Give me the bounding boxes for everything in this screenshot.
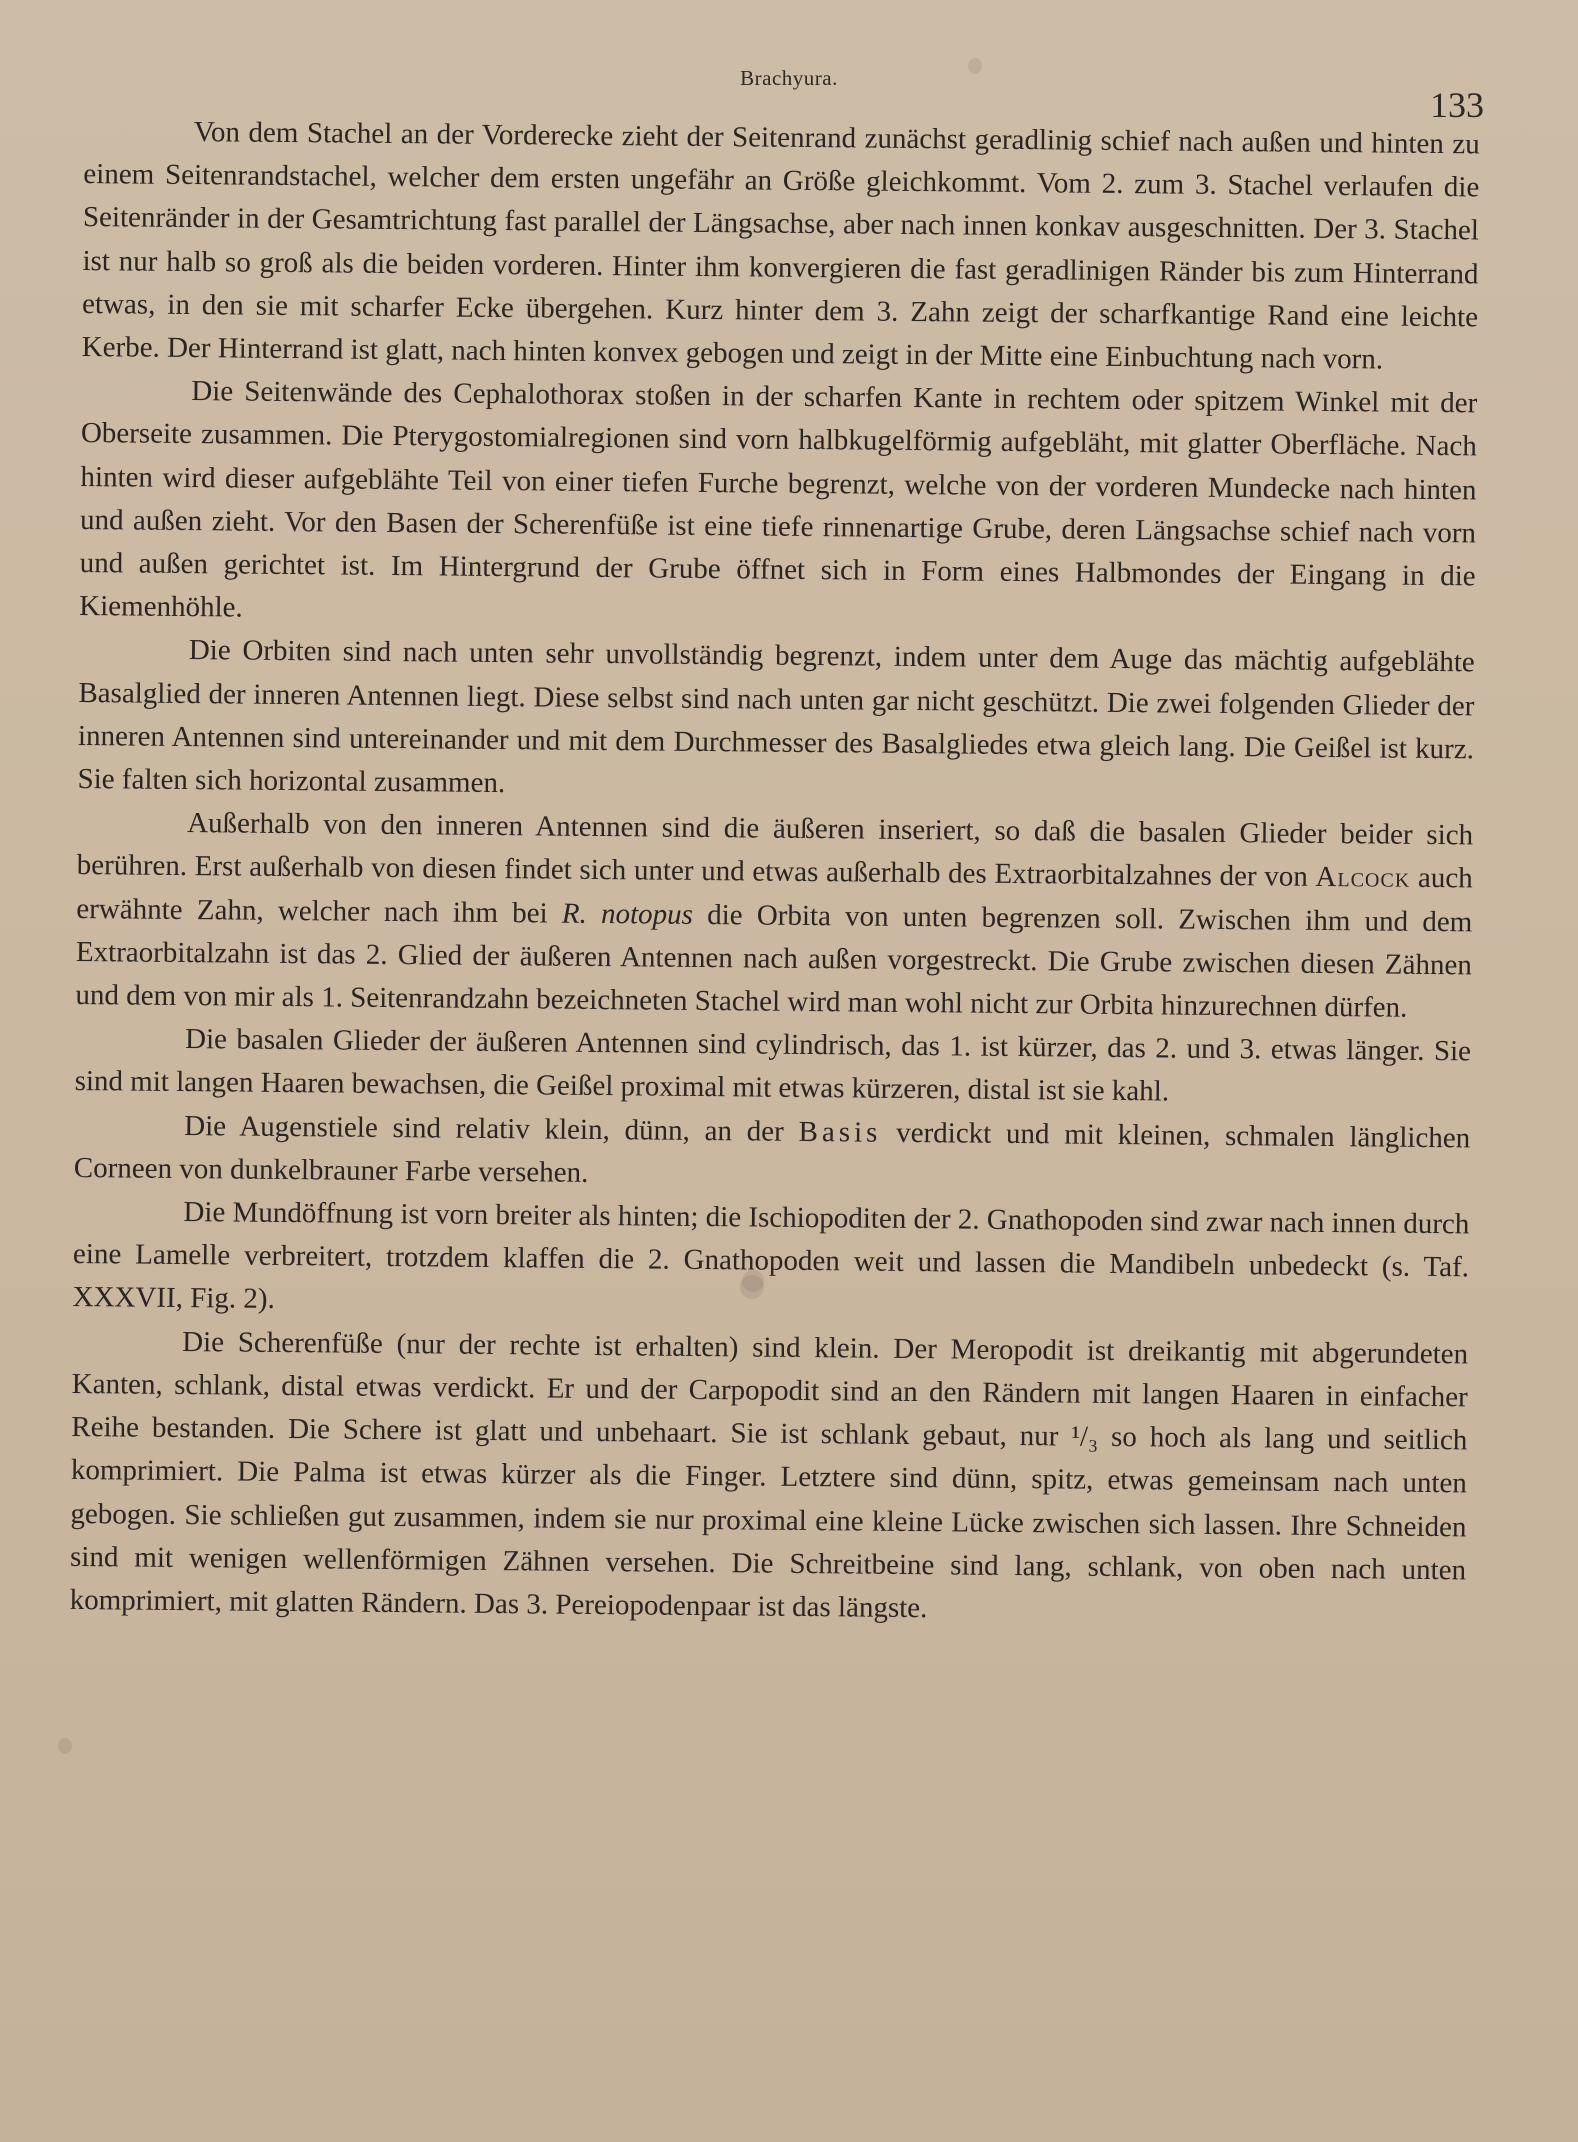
paragraph-orbits: Die Orbiten sind nach unten sehr unvollständig begrenzt, indem unter dem Auge das mächtig aufgeblähte Basalglied der inneren Antennen liegt. Diese selbst sind nach unten gar nicht geschützt. Die zwei folgenden Glieder der inneren Antennen sind untereinander und mit dem Durchmesser des Basalgliedes etwa gleich lang. Die Geißel ist kurz. Sie falten sich horizontal zusammen.: [77, 634, 1475, 800]
text-run: Die Scherenfüße (nur der rechte ist erhalten) sind klein. Der Meropodit ist dreikantig mit abgerundeten Kanten, schlank, distal etwas verdickt. Er und der Carpopodit sind an den Rändern mit langen Haaren in einfacher Reihe bestanden. Die Schere ist glatt und unbehaart. Sie ist schlank gebaut, nur: [71, 1325, 1469, 1453]
paragraph-eyestalks: [74, 1104, 1471, 1204]
fraction: ¹/₃: [1071, 1420, 1099, 1453]
running-title: Brachyura.: [740, 66, 838, 90]
text-run: Außerhalb von den inneren Antennen sind die äußeren inseriert, so daß die basalen Glieder beider sich berühren. Erst außerhalb von diesen findet sich unter und etwas außerhalb des Extraorbitalzahnes der von: [76, 807, 1474, 894]
body-text: [69, 110, 1479, 1635]
text-run: verdickt und mit kleinen, schmalen länglichen Corneen von dunkelbrauner Farbe versehen.: [73, 1116, 1471, 1189]
paragraph-outer-antennae: [75, 801, 1473, 1030]
paragraph-chelipeds: [69, 1320, 1468, 1636]
text-run: so hoch als lang und seitlich komprimiert. Die Palma ist etwas kürzer als die Finger. Letztere sind dünn, spitz, etwas gemeinsam nach unten gebogen. Sie schließen gut zusammen, indem sie nur proximal eine kleine Lücke zwischen sich lassen. Ihre Schneiden sind mit wenigen wellenförmigen Zähnen versehen. Die Schreitbeine sind lang, schlank, von oben nach unten komprimiert, mit glatten Rändern. Das 3. Pereiopodenpaar ist das längste.: [69, 1420, 1468, 1625]
paper-speck: [58, 1738, 72, 1754]
text-run: Die Augenstiele sind relativ klein, dünn, an der: [184, 1109, 799, 1148]
paragraph-mouth: Die Mundöffnung ist vorn breiter als hinten; die Ischiopoditen der 2. Gnathopoden sind zwar nach innen durch eine Lamelle verbreitert, trotzdem klaffen die 2. Gnathopoden weit und lassen die Mandibeln unbedeckt (s. Taf. XXXVII, Fig. 2).: [72, 1196, 1470, 1316]
species-name: R. notopus: [561, 897, 694, 931]
text-run: auch erwähnte Zahn, welcher nach ihm bei: [76, 862, 1473, 930]
paragraph-basal-segments: Die basalen Glieder der äußeren Antennen sind cylindrisch, das 1. ist kürzer, das 2. und 3. etwas länger. Sie sind mit langen Haaren bewachsen, die Geißel proximal mit etwas kürzeren, distal ist sie kahl.: [74, 1023, 1472, 1108]
spaced-term: Basis: [798, 1115, 882, 1149]
page-number: 133: [1430, 85, 1484, 125]
paragraph-lateral-margin: Von dem Stachel an der Vorderecke zieht der Seitenrand zunächst geradlinig schief nach außen und hinten zu einem Seitenrandstachel, welcher dem ersten ungefähr an Größe gleichkommt. Vom 2. zum 3. Stachel verlaufen die Seitenränder in der Gesamtrichtung fast parallel der Längsachse, aber nach innen konkav ausgeschnitten. Der 3. Stachel ist nur halb so groß als die beiden vorderen. Hinter ihm konvergieren die fast geradlinigen Ränder bis zum Hinterrand etwas, in den sie mit scharfer Ecke übergehen. Kurz hinter dem 3. Zahn zeigt der scharfkantige Rand eine leichte Kerbe. Der Hinterrand ist glatt, nach hinten konvex gebogen und zeigt in der Mitte eine Einbuchtung nach vorn.: [81, 116, 1480, 376]
paragraph-side-walls: Die Seitenwände des Cephalothorax stoßen in der scharfen Kante in rechtem oder spitzem Winkel mit der Oberseite zusammen. Die Pterygostomialregionen sind vorn halbkugelförmig aufgebläht, mit glatter Oberfläche. Nach hinten wird dieser aufgeblähte Teil von einer tiefen Furche begrenzt, welche von der vorderen Mundecke nach hinten und außen zieht. Vor den Basen der Scherenfüße ist eine tiefe rinnenartige Grube, deren Längsachse schief nach vorn und außen gerichtet ist. Im Hintergrund der Grube öffnet sich in Form eines Halbmondes der Eingang in die Kiemenhöhle.: [79, 375, 1478, 624]
text-run: die Orbita von unten begrenzen soll. Zwischen ihm und dem Extraorbitalzahn ist das 2. Glied der äußeren Antennen nach außen vorgestreckt. Die Grube zwischen diesen Zähnen und dem von mir als 1. Seitenrandzahn bezeichneten Stachel wird man wohl nicht zur Orbita hinzurechnen dürfen.: [75, 898, 1473, 1024]
author-name: Alcock: [1315, 861, 1411, 895]
